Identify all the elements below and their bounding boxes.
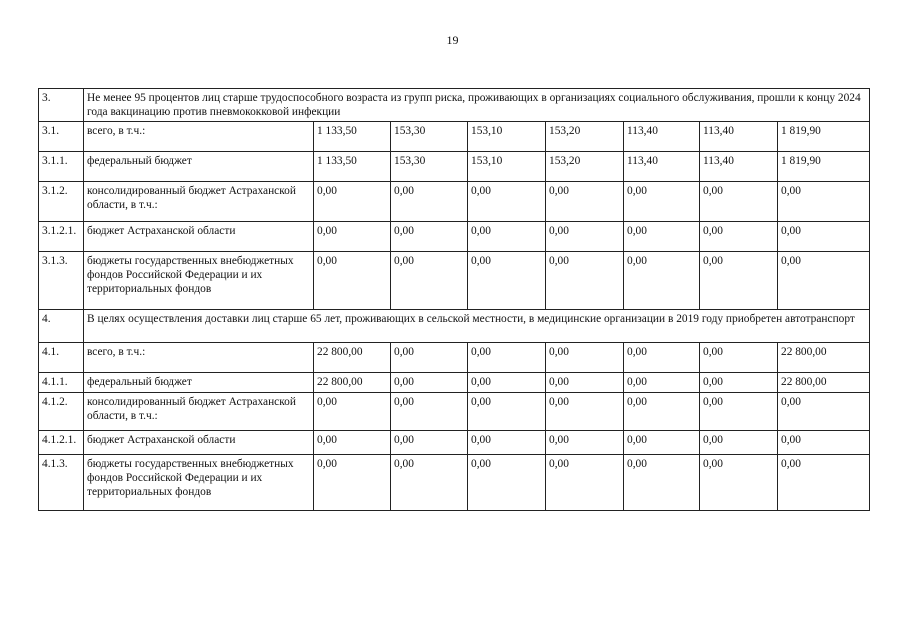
row-number: 3.1.1.	[39, 152, 84, 182]
value-cell: 113,40	[624, 152, 700, 182]
value-cell: 153,10	[468, 122, 546, 152]
row-label: консолидированный бюджет Астраханской области, в т.ч.:	[84, 393, 314, 431]
section-header-row	[39, 310, 870, 343]
value-cell: 0,00	[391, 252, 468, 310]
value-cell: 0,00	[546, 431, 624, 455]
table-row	[39, 343, 870, 373]
row-number: 3.1.3.	[39, 252, 84, 310]
value-cell: 0,00	[778, 393, 870, 431]
value-cell: 113,40	[624, 122, 700, 152]
value-cell: 1 819,90	[778, 152, 870, 182]
table-row	[39, 431, 870, 455]
value-cell: 0,00	[468, 393, 546, 431]
value-cell: 0,00	[624, 431, 700, 455]
row-number: 4.1.2.1.	[39, 431, 84, 455]
value-cell: 0,00	[778, 182, 870, 222]
row-label: бюджет Астраханской области	[84, 222, 314, 252]
value-cell: 0,00	[468, 252, 546, 310]
table-row	[39, 152, 870, 182]
value-cell: 153,30	[391, 152, 468, 182]
section-number: 3.	[39, 89, 84, 122]
section-title: В целях осуществления доставки лиц старше 65 лет, проживающих в сельской местности, в медицинские организации в 2019 году приобретен автотранспорт	[84, 310, 870, 343]
value-cell: 22 800,00	[778, 373, 870, 393]
row-number: 4.1.1.	[39, 373, 84, 393]
value-cell: 0,00	[546, 343, 624, 373]
budget-table	[38, 88, 870, 511]
value-cell: 0,00	[314, 431, 391, 455]
row-label: всего, в т.ч.:	[84, 122, 314, 152]
page-number: 19	[446, 33, 459, 47]
value-cell: 0,00	[778, 431, 870, 455]
value-cell: 0,00	[700, 222, 778, 252]
value-cell: 0,00	[546, 222, 624, 252]
table-row	[39, 222, 870, 252]
value-cell: 1 133,50	[314, 152, 391, 182]
row-label: бюджет Астраханской области	[84, 431, 314, 455]
value-cell: 1 133,50	[314, 122, 391, 152]
value-cell: 153,30	[391, 122, 468, 152]
value-cell: 0,00	[546, 393, 624, 431]
value-cell: 0,00	[700, 431, 778, 455]
row-number: 3.1.	[39, 122, 84, 152]
value-cell: 0,00	[468, 373, 546, 393]
value-cell: 113,40	[700, 152, 778, 182]
value-cell: 0,00	[391, 222, 468, 252]
section-title: Не менее 95 процентов лиц старше трудоспособного возраста из групп риска, проживающих в организациях социального обслуживания, прошли к концу 2024 года вакцинацию против пневмококковой инфекции	[84, 89, 870, 122]
row-label: федеральный бюджет	[84, 152, 314, 182]
value-cell: 0,00	[700, 373, 778, 393]
value-cell: 0,00	[700, 182, 778, 222]
value-cell: 0,00	[391, 373, 468, 393]
value-cell: 0,00	[391, 182, 468, 222]
value-cell: 0,00	[624, 252, 700, 310]
value-cell: 0,00	[546, 373, 624, 393]
value-cell: 0,00	[468, 222, 546, 252]
row-label: бюджеты государственных внебюджетных фондов Российской Федерации и их территориальных фондов	[84, 455, 314, 511]
value-cell: 0,00	[624, 393, 700, 431]
table-row	[39, 455, 870, 511]
value-cell: 0,00	[624, 343, 700, 373]
value-cell: 0,00	[391, 455, 468, 511]
value-cell: 0,00	[700, 252, 778, 310]
value-cell: 0,00	[314, 222, 391, 252]
value-cell: 0,00	[624, 455, 700, 511]
value-cell: 0,00	[624, 222, 700, 252]
value-cell: 153,20	[546, 122, 624, 152]
value-cell: 22 800,00	[314, 373, 391, 393]
value-cell: 0,00	[391, 431, 468, 455]
value-cell: 0,00	[546, 455, 624, 511]
table-row	[39, 252, 870, 310]
value-cell: 0,00	[468, 431, 546, 455]
value-cell: 0,00	[391, 343, 468, 373]
value-cell: 0,00	[314, 182, 391, 222]
value-cell: 0,00	[778, 222, 870, 252]
row-label: бюджеты государственных внебюджетных фондов Российской Федерации и их территориальных фондов	[84, 252, 314, 310]
value-cell: 22 800,00	[778, 343, 870, 373]
value-cell: 1 819,90	[778, 122, 870, 152]
row-number: 3.1.2.	[39, 182, 84, 222]
value-cell: 0,00	[391, 393, 468, 431]
value-cell: 153,20	[546, 152, 624, 182]
value-cell: 0,00	[778, 252, 870, 310]
value-cell: 0,00	[624, 182, 700, 222]
table-row	[39, 393, 870, 431]
row-number: 4.1.3.	[39, 455, 84, 511]
value-cell: 0,00	[468, 343, 546, 373]
row-label: федеральный бюджет	[84, 373, 314, 393]
value-cell: 0,00	[546, 182, 624, 222]
value-cell: 0,00	[314, 393, 391, 431]
value-cell: 22 800,00	[314, 343, 391, 373]
value-cell: 113,40	[700, 122, 778, 152]
value-cell: 0,00	[314, 455, 391, 511]
section-header-row	[39, 89, 870, 122]
value-cell: 153,10	[468, 152, 546, 182]
value-cell: 0,00	[314, 252, 391, 310]
value-cell: 0,00	[468, 455, 546, 511]
value-cell: 0,00	[700, 455, 778, 511]
row-number: 4.1.2.	[39, 393, 84, 431]
table-row	[39, 122, 870, 152]
value-cell: 0,00	[624, 373, 700, 393]
row-number: 4.1.	[39, 343, 84, 373]
value-cell: 0,00	[778, 455, 870, 511]
table-row	[39, 373, 870, 393]
row-label: всего, в т.ч.:	[84, 343, 314, 373]
table-row	[39, 182, 870, 222]
value-cell: 0,00	[468, 182, 546, 222]
row-label: консолидированный бюджет Астраханской области, в т.ч.:	[84, 182, 314, 222]
value-cell: 0,00	[700, 393, 778, 431]
value-cell: 0,00	[546, 252, 624, 310]
section-number: 4.	[39, 310, 84, 343]
row-number: 3.1.2.1.	[39, 222, 84, 252]
value-cell: 0,00	[700, 343, 778, 373]
